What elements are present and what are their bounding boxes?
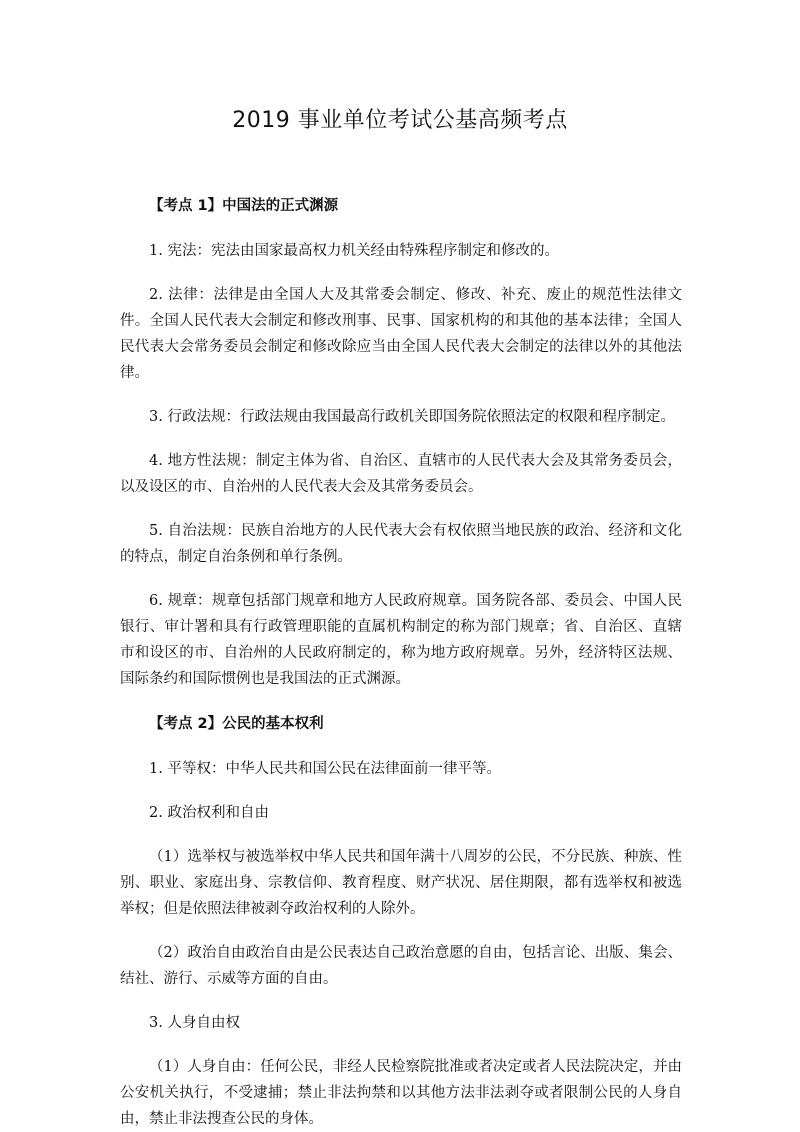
paragraph: （1）人身自由：任何公民，非经人民检察院批准或者决定或者人民法院决定，并由公安机关执行，不受逮捕；禁止非法拘禁和以其他方法非法剥夺或者限制公民的人身自由，禁止非法搜查公民的身体。 bbox=[120, 1059, 682, 1127]
paragraph: 2. 政治权利和自由 bbox=[149, 805, 269, 821]
paragraph: 2. 法律：法律是由全国人大及其常委会制定、修改、补充、废止的规范性法律文件。全国人民代表大会制定和修改刑事、民事、国家机构的和其他的基本法律；全国人民代表大会常务委员会制定和修改除应当由全国人民代表大会制定的法律以外的其他法律。 bbox=[120, 287, 682, 381]
paragraph: （1）选举权与被选举权中华人民共和国年满十八周岁的公民，不分民族、种族、性别、职业、家庭出身、宗教信仰、教育程度、财产状况、居住期限，都有选举权和被选举权；但是依照法律被剥夺政治权利的人除外。 bbox=[120, 849, 682, 917]
document-body bbox=[120, 192, 682, 1132]
paragraph: 1. 宪法：宪法由国家最高权力机关经由特殊程序制定和修改的。 bbox=[149, 243, 559, 259]
paragraph: 4. 地方性法规：制定主体为省、自治区、直辖市的人民代表大会及其常务委员会，以及设区的市、自治州的人民代表大会及其常务委员会。 bbox=[120, 453, 682, 495]
paragraph: 6. 规章：规章包括部门规章和地方人民政府规章。国务院各部、委员会、中国人民银行、审计署和具有行政管理职能的直属机构制定的称为部门规章；省、自治区、直辖市和设区的市、自治州的人民政府制定的，称为地方政府规章。另外，经济特区法规、国际条约和国际惯例也是我国法的正式渊源。 bbox=[120, 593, 682, 687]
section-heading: 【考点 1】中国法的正式渊源 bbox=[149, 198, 339, 214]
document-title: 2019 事业单位考试公基高频考点 bbox=[232, 108, 568, 133]
paragraph: 3. 行政法规：行政法规由我国最高行政机关即国务院依照法定的权限和程序制定。 bbox=[149, 409, 675, 425]
paragraph: 1. 平等权：中华人民共和国公民在法律面前一律平等。 bbox=[149, 761, 501, 777]
paragraph: （2）政治自由政治自由是公民表达自己政治意愿的自由，包括言论、出版、集会、结社、游行、示威等方面的自由。 bbox=[120, 945, 682, 987]
paragraph: 3. 人身自由权 bbox=[149, 1015, 240, 1031]
section-heading: 【考点 2】公民的基本权利 bbox=[149, 716, 324, 732]
paragraph: 5. 自治法规：民族自治地方的人民代表大会有权依照当地民族的政治、经济和文化的特点，制定自治条例和单行条例。 bbox=[120, 523, 682, 565]
